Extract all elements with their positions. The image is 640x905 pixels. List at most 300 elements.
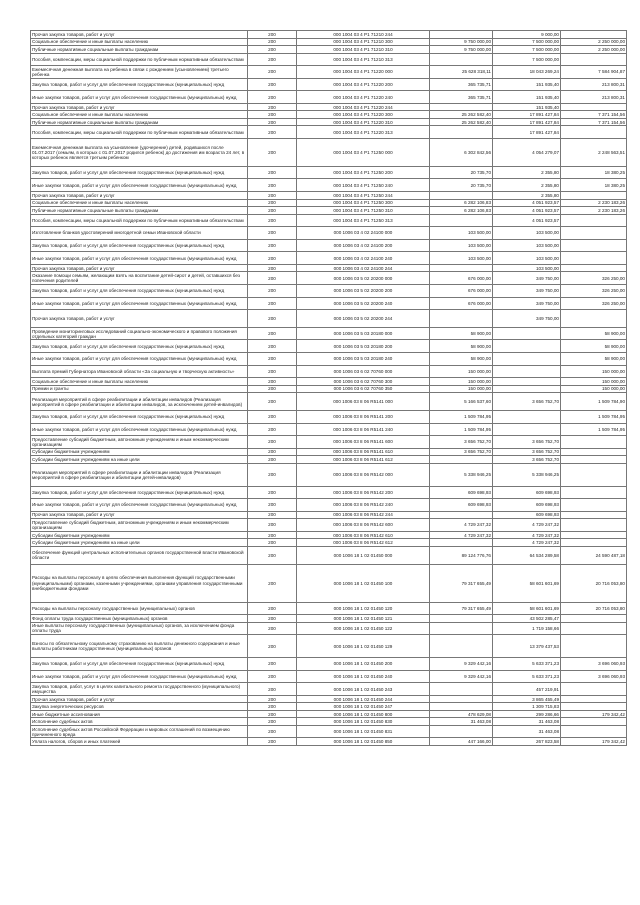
row-remaining-amount: 2 250 000,00 xyxy=(561,38,627,46)
row-executed-amount: 349 750,00 xyxy=(493,310,561,328)
row-remaining-amount: 2 248 563,51 xyxy=(561,138,627,166)
row-remaining-amount: 150 000,00 xyxy=(561,365,627,378)
row-budget-code: 000 1006 03 8 06 R5142 600 xyxy=(297,519,430,532)
table-row xyxy=(31,285,627,298)
row-budget-code: 000 1004 03 4 P1 71250 000 xyxy=(297,138,430,166)
table-row xyxy=(31,486,627,499)
row-budget-code: 000 1006 03 5 02 20200 000 xyxy=(297,272,430,285)
row-budget-code: 000 1006 03 8 06 R5141 200 xyxy=(297,410,430,423)
row-budget-code: 000 1006 03 8 06 R5142 610 xyxy=(297,531,430,539)
row-line-code: 200 xyxy=(248,310,297,328)
row-approved-amount xyxy=(430,622,493,635)
row-name: Исполнение судебных актов xyxy=(31,718,248,726)
row-approved-amount xyxy=(430,456,493,464)
row-budget-code: 000 1006 03 4 02 24100 200 xyxy=(297,239,430,252)
row-budget-code: 000 1006 03 8 06 R5141 610 xyxy=(297,448,430,456)
table-row xyxy=(31,670,627,683)
row-approved-amount: 447 166,00 xyxy=(430,738,493,746)
row-executed-amount xyxy=(493,340,561,353)
row-approved-amount: 25 262 582,40 xyxy=(430,118,493,126)
row-name: Иные закупки товаров, работ и услуг для обеспечения государственных (муниципальных) нужд xyxy=(31,670,248,683)
row-budget-code: 000 1006 18 1 02 01450 830 xyxy=(297,718,430,726)
row-approved-amount xyxy=(430,683,493,696)
table-row xyxy=(31,448,627,456)
row-remaining-amount: 326 250,00 xyxy=(561,297,627,310)
row-budget-code: 000 1006 03 8 06 R5142 000 xyxy=(297,463,430,486)
row-remaining-amount xyxy=(561,635,627,658)
row-name: Субсидии бюджетным учреждениям на иные цели xyxy=(31,539,248,547)
row-name: Реализация мероприятий в сфере реабилитации и абилитации инвалидов (Реализация мероприятий в сфере реабилитации и абилитации детей-инвалидов) xyxy=(31,463,248,486)
row-approved-amount: 6 302 842,56 xyxy=(430,138,493,166)
row-budget-code: 000 1004 03 4 P1 71220 313 xyxy=(297,126,430,139)
table-row xyxy=(31,539,627,547)
row-line-code: 200 xyxy=(248,423,297,436)
row-remaining-amount: 20 716 053,80 xyxy=(561,602,627,615)
row-line-code: 200 xyxy=(248,166,297,179)
row-budget-code: 000 1006 03 6 02 70760 300 xyxy=(297,378,430,386)
row-executed-amount: 9 000,00 xyxy=(493,31,561,39)
row-budget-code: 000 1006 18 1 02 01450 129 xyxy=(297,635,430,658)
table-row xyxy=(31,499,627,512)
row-executed-amount: 299 286,66 xyxy=(493,710,561,718)
row-name: Закупка энергетических ресурсов xyxy=(31,703,248,711)
row-remaining-amount xyxy=(561,239,627,252)
row-approved-amount: 31 463,08 xyxy=(430,718,493,726)
row-approved-amount: 6 282 106,83 xyxy=(430,207,493,215)
table-row xyxy=(31,564,627,602)
row-approved-amount: 9 750 000,00 xyxy=(430,38,493,46)
row-budget-code: 000 1006 18 1 02 01450 247 xyxy=(297,703,430,711)
row-budget-code: 000 1006 03 6 02 70760 350 xyxy=(297,385,430,393)
row-executed-amount: 17 891 427,84 xyxy=(493,126,561,139)
row-approved-amount xyxy=(430,539,493,547)
row-approved-amount: 6 282 106,83 xyxy=(430,199,493,207)
row-budget-code: 000 1006 03 8 06 R5141 240 xyxy=(297,423,430,436)
row-remaining-amount xyxy=(561,683,627,696)
row-name: Расходы на выплаты персоналу в целях обеспечения выполнения функций государственными (муниципальными) органами, казенными учреждениями, органами управления государственными внебюджетными фондами xyxy=(31,564,248,602)
row-approved-amount: 609 698,93 xyxy=(430,486,493,499)
row-remaining-amount: 18 380,25 xyxy=(561,179,627,192)
row-name: Пособия, компенсации, меры социальной поддержки по публичным нормативным обязательствам xyxy=(31,126,248,139)
row-line-code: 200 xyxy=(248,227,297,240)
row-budget-code: 000 1006 03 5 03 20180 000 xyxy=(297,327,430,340)
row-name: Взносы по обязательному социальному страхованию на выплаты денежного содержания и иные выплаты работникам государственных (муниципальных) органов xyxy=(31,635,248,658)
table-row xyxy=(31,103,627,111)
row-name: Проведение мониторинговых исследований социально-экономического и правового положения отдельных категорий граждан xyxy=(31,327,248,340)
row-executed-amount xyxy=(493,385,561,393)
row-name: Социальное обеспечение и иные выплаты населению xyxy=(31,38,248,46)
row-remaining-amount xyxy=(561,227,627,240)
row-line-code: 200 xyxy=(248,385,297,393)
row-name: Публичные нормативные социальные выплаты гражданам xyxy=(31,207,248,215)
row-approved-amount: 9 329 442,16 xyxy=(430,670,493,683)
table-row xyxy=(31,227,627,240)
row-budget-code: 000 1006 03 8 06 R5142 240 xyxy=(297,499,430,512)
row-budget-code: 000 1006 03 5 03 20180 200 xyxy=(297,340,430,353)
table-row xyxy=(31,658,627,671)
row-approved-amount: 5 338 946,25 xyxy=(430,463,493,486)
table-row xyxy=(31,738,627,746)
row-name: Публичные нормативные социальные выплаты гражданам xyxy=(31,46,248,54)
row-line-code: 200 xyxy=(248,718,297,726)
row-budget-code: 000 1004 03 4 P1 71210 300 xyxy=(297,38,430,46)
row-name: Прочая закупка товаров, работ и услуг xyxy=(31,695,248,703)
row-budget-code: 000 1006 18 1 02 01450 240 xyxy=(297,670,430,683)
row-approved-amount xyxy=(430,703,493,711)
row-name: Иные закупки товаров, работ и услуг для обеспечения государственных (муниципальных) нужд xyxy=(31,423,248,436)
row-approved-amount: 103 500,00 xyxy=(430,239,493,252)
row-name: Закупка товаров, работ и услуг для обеспечения государственных (муниципальных) нужд xyxy=(31,486,248,499)
row-approved-amount xyxy=(430,264,493,272)
budget-expenditure-table xyxy=(30,30,627,746)
row-executed-amount: 4 729 247,32 xyxy=(493,539,561,547)
row-budget-code: 000 1006 18 1 02 01450 200 xyxy=(297,658,430,671)
row-approved-amount: 676 000,00 xyxy=(430,297,493,310)
table-row xyxy=(31,710,627,718)
row-executed-amount: 13 379 437,53 xyxy=(493,635,561,658)
row-name: Пособия, компенсации, меры социальной поддержки по публичным нормативным обязательствам xyxy=(31,214,248,227)
row-approved-amount xyxy=(430,310,493,328)
row-approved-amount: 58 900,00 xyxy=(430,353,493,366)
table-row xyxy=(31,310,627,328)
row-remaining-amount xyxy=(561,695,627,703)
row-name: Субсидии бюджетным учреждениям на иные цели xyxy=(31,456,248,464)
table-row xyxy=(31,519,627,532)
table-row xyxy=(31,378,627,386)
row-line-code: 200 xyxy=(248,463,297,486)
row-executed-amount: 3 656 752,70 xyxy=(493,448,561,456)
row-executed-amount: 103 500,00 xyxy=(493,252,561,265)
row-budget-code: 000 1006 03 8 06 R5141 000 xyxy=(297,393,430,411)
row-remaining-amount: 2 230 183,26 xyxy=(561,207,627,215)
row-remaining-amount xyxy=(561,214,627,227)
row-executed-amount: 2 355,80 xyxy=(493,179,561,192)
row-executed-amount: 7 500 000,00 xyxy=(493,53,561,66)
row-remaining-amount xyxy=(561,511,627,519)
table-row xyxy=(31,66,627,79)
row-name: Расходы на выплаты персоналу государственных (муниципальных) органов xyxy=(31,602,248,615)
row-line-code: 200 xyxy=(248,207,297,215)
row-line-code: 200 xyxy=(248,725,297,738)
row-name: Прочая закупка товаров, работ и услуг xyxy=(31,31,248,39)
row-approved-amount xyxy=(430,214,493,227)
row-approved-amount: 9 750 000,00 xyxy=(430,46,493,54)
row-remaining-amount xyxy=(561,539,627,547)
row-line-code: 200 xyxy=(248,658,297,671)
row-approved-amount xyxy=(430,511,493,519)
row-approved-amount: 1 509 784,95 xyxy=(430,410,493,423)
row-name: Премии и гранты xyxy=(31,385,248,393)
row-remaining-amount xyxy=(561,531,627,539)
row-executed-amount: 3 656 752,70 xyxy=(493,436,561,449)
row-executed-amount: 4 729 247,32 xyxy=(493,531,561,539)
row-budget-code: 000 1006 03 5 02 20200 200 xyxy=(297,285,430,298)
row-budget-code: 000 1004 03 4 P1 71250 313 xyxy=(297,214,430,227)
row-approved-amount: 478 629,08 xyxy=(430,710,493,718)
row-remaining-amount xyxy=(561,448,627,456)
row-executed-amount: 103 500,00 xyxy=(493,227,561,240)
table-row xyxy=(31,166,627,179)
row-approved-amount: 1 509 784,95 xyxy=(430,423,493,436)
row-approved-amount xyxy=(430,725,493,738)
row-approved-amount: 89 124 776,76 xyxy=(430,546,493,564)
row-budget-code: 000 1006 18 1 02 01450 120 xyxy=(297,602,430,615)
row-line-code: 200 xyxy=(248,53,297,66)
row-line-code: 200 xyxy=(248,622,297,635)
row-name: Иные закупки товаров, работ и услуг для обеспечения государственных (муниципальных) нужд xyxy=(31,353,248,366)
row-approved-amount: 3 656 752,70 xyxy=(430,436,493,449)
row-remaining-amount: 20 716 053,80 xyxy=(561,564,627,602)
row-name: Социальное обеспечение и иные выплаты населению xyxy=(31,378,248,386)
row-remaining-amount: 179 342,42 xyxy=(561,738,627,746)
row-line-code: 200 xyxy=(248,635,297,658)
row-executed-amount: 609 698,93 xyxy=(493,511,561,519)
table-row xyxy=(31,725,627,738)
row-budget-code: 000 1006 03 4 02 24100 000 xyxy=(297,227,430,240)
row-budget-code: 000 1004 03 4 P1 71250 200 xyxy=(297,166,430,179)
row-approved-amount xyxy=(430,31,493,39)
row-executed-amount: 349 750,00 xyxy=(493,272,561,285)
row-budget-code: 000 1006 03 8 06 R5141 612 xyxy=(297,456,430,464)
row-approved-amount: 103 500,00 xyxy=(430,227,493,240)
table-row xyxy=(31,78,627,91)
row-name: Иные закупки товаров, работ и услуг для обеспечения государственных (муниципальных) нужд xyxy=(31,499,248,512)
table-row xyxy=(31,546,627,564)
row-line-code: 200 xyxy=(248,31,297,39)
row-approved-amount: 150 000,00 xyxy=(430,385,493,393)
row-name: Субсидии бюджетным учреждениям xyxy=(31,531,248,539)
table-row xyxy=(31,239,627,252)
table-row xyxy=(31,297,627,310)
row-name: Социальное обеспечение и иные выплаты населению xyxy=(31,111,248,119)
row-line-code: 200 xyxy=(248,670,297,683)
row-remaining-amount: 326 250,00 xyxy=(561,285,627,298)
table-row xyxy=(31,353,627,366)
row-executed-amount xyxy=(493,353,561,366)
row-line-code: 200 xyxy=(248,111,297,119)
row-executed-amount: 5 338 946,25 xyxy=(493,463,561,486)
table-row xyxy=(31,718,627,726)
row-executed-amount: 31 463,08 xyxy=(493,725,561,738)
row-approved-amount: 58 900,00 xyxy=(430,327,493,340)
row-executed-amount: 267 823,58 xyxy=(493,738,561,746)
row-executed-amount: 4 051 923,57 xyxy=(493,199,561,207)
table-row xyxy=(31,385,627,393)
row-budget-code: 000 1006 03 8 06 R5142 200 xyxy=(297,486,430,499)
row-budget-code: 000 1006 18 1 02 01450 243 xyxy=(297,683,430,696)
row-approved-amount: 58 900,00 xyxy=(430,340,493,353)
row-line-code: 200 xyxy=(248,192,297,200)
row-remaining-amount: 2 250 000,00 xyxy=(561,46,627,54)
table-row xyxy=(31,53,627,66)
row-budget-code: 000 1004 03 4 P1 71220 310 xyxy=(297,118,430,126)
row-budget-code: 000 1006 03 6 02 70760 000 xyxy=(297,365,430,378)
row-executed-amount xyxy=(493,327,561,340)
row-approved-amount: 79 317 655,49 xyxy=(430,602,493,615)
row-approved-amount: 609 698,93 xyxy=(430,499,493,512)
row-approved-amount: 676 000,00 xyxy=(430,285,493,298)
row-line-code: 200 xyxy=(248,602,297,615)
row-executed-amount: 43 502 285,47 xyxy=(493,615,561,623)
row-executed-amount xyxy=(493,410,561,423)
table-row xyxy=(31,118,627,126)
row-remaining-amount xyxy=(561,310,627,328)
row-budget-code: 000 1004 03 4 P1 71250 240 xyxy=(297,179,430,192)
row-line-code: 200 xyxy=(248,327,297,340)
row-executed-amount: 64 534 289,58 xyxy=(493,546,561,564)
row-executed-amount: 3 656 752,70 xyxy=(493,393,561,411)
row-line-code: 200 xyxy=(248,118,297,126)
table-row xyxy=(31,340,627,353)
row-line-code: 200 xyxy=(248,138,297,166)
row-executed-amount: 7 500 000,00 xyxy=(493,38,561,46)
table-row xyxy=(31,511,627,519)
row-budget-code: 000 1006 03 8 06 R5142 244 xyxy=(297,511,430,519)
row-approved-amount: 103 500,00 xyxy=(430,252,493,265)
row-remaining-amount: 1 509 784,95 xyxy=(561,410,627,423)
row-name: Предоставление субсидий бюджетным, автономным учреждениям и иным некоммерческим организациям xyxy=(31,436,248,449)
row-remaining-amount: 3 696 060,93 xyxy=(561,658,627,671)
row-name: Прочая закупка товаров, работ и услуг xyxy=(31,264,248,272)
row-executed-amount: 31 463,08 xyxy=(493,718,561,726)
row-name: Прочая закупка товаров, работ и услуг xyxy=(31,192,248,200)
row-approved-amount: 79 317 655,49 xyxy=(430,564,493,602)
row-executed-amount: 58 601 601,69 xyxy=(493,602,561,615)
row-approved-amount: 20 735,70 xyxy=(430,179,493,192)
row-budget-code: 000 1004 03 4 P1 71250 300 xyxy=(297,199,430,207)
row-remaining-amount xyxy=(561,456,627,464)
row-name: Закупка товаров, работ и услуг для обеспечения государственных (муниципальных) нужд xyxy=(31,658,248,671)
row-remaining-amount xyxy=(561,31,627,39)
row-approved-amount: 150 000,00 xyxy=(430,378,493,386)
table-row xyxy=(31,695,627,703)
row-budget-code: 000 1004 03 4 P1 71220 300 xyxy=(297,111,430,119)
table-row xyxy=(31,602,627,615)
row-line-code: 200 xyxy=(248,546,297,564)
row-budget-code: 000 1006 03 4 02 24100 244 xyxy=(297,264,430,272)
row-line-code: 200 xyxy=(248,297,297,310)
row-executed-amount: 151 935,40 xyxy=(493,103,561,111)
row-remaining-amount: 1 509 784,95 xyxy=(561,423,627,436)
row-name: Закупка товаров, работ, услуг в целях капитального ремонта государственного (муниципального) имущества xyxy=(31,683,248,696)
row-line-code: 200 xyxy=(248,511,297,519)
row-line-code: 200 xyxy=(248,103,297,111)
row-name: Прочая закупка товаров, работ и услуг xyxy=(31,310,248,328)
row-approved-amount xyxy=(430,695,493,703)
row-executed-amount: 609 698,93 xyxy=(493,486,561,499)
row-line-code: 200 xyxy=(248,703,297,711)
row-remaining-amount xyxy=(561,53,627,66)
row-approved-amount: 5 166 537,60 xyxy=(430,393,493,411)
row-executed-amount: 7 500 000,00 xyxy=(493,46,561,54)
row-remaining-amount: 213 800,31 xyxy=(561,91,627,104)
row-budget-code: 000 1004 03 4 P1 71250 244 xyxy=(297,192,430,200)
table-row xyxy=(31,38,627,46)
row-name: Иные выплаты персоналу государственных (муниципальных) органов, за исключением фонда оплаты труда xyxy=(31,622,248,635)
row-approved-amount: 25 628 318,11 xyxy=(430,66,493,79)
row-executed-amount: 2 355,80 xyxy=(493,166,561,179)
row-approved-amount xyxy=(430,192,493,200)
row-line-code: 200 xyxy=(248,199,297,207)
row-line-code: 200 xyxy=(248,615,297,623)
row-line-code: 200 xyxy=(248,340,297,353)
row-executed-amount: 609 698,93 xyxy=(493,499,561,512)
row-line-code: 200 xyxy=(248,365,297,378)
row-remaining-amount xyxy=(561,486,627,499)
row-budget-code: 000 1006 18 1 02 01450 244 xyxy=(297,695,430,703)
row-line-code: 200 xyxy=(248,436,297,449)
row-name: Закупка товаров, работ и услуг для обеспечения государственных (муниципальных) нужд xyxy=(31,285,248,298)
table-row xyxy=(31,46,627,54)
row-name: Прочая закупка товаров, работ и услуг xyxy=(31,103,248,111)
row-executed-amount: 5 633 371,23 xyxy=(493,670,561,683)
row-line-code: 200 xyxy=(248,214,297,227)
row-remaining-amount: 326 250,00 xyxy=(561,272,627,285)
row-name: Ежемесячная денежная выплата на ребенка в связи с рождением (усыновлением) третьего ребенка xyxy=(31,66,248,79)
row-line-code: 200 xyxy=(248,499,297,512)
row-approved-amount: 20 735,70 xyxy=(430,166,493,179)
table-row xyxy=(31,207,627,215)
row-name: Закупка товаров, работ и услуг для обеспечения государственных (муниципальных) нужд xyxy=(31,340,248,353)
row-line-code: 200 xyxy=(248,378,297,386)
row-line-code: 200 xyxy=(248,456,297,464)
row-name: Пособия, компенсации, меры социальной поддержки по публичным нормативным обязательствам xyxy=(31,53,248,66)
row-line-code: 200 xyxy=(248,710,297,718)
row-line-code: 200 xyxy=(248,38,297,46)
row-line-code: 200 xyxy=(248,126,297,139)
row-approved-amount: 9 329 442,16 xyxy=(430,658,493,671)
row-line-code: 200 xyxy=(248,285,297,298)
row-executed-amount: 4 051 923,57 xyxy=(493,214,561,227)
row-remaining-amount xyxy=(561,615,627,623)
row-name: Закупка товаров, работ и услуг для обеспечения государственных (муниципальных) нужд xyxy=(31,78,248,91)
row-approved-amount: 365 735,71 xyxy=(430,78,493,91)
row-name: Предоставление субсидий бюджетным, автономным учреждениям и иным некоммерческим организациям xyxy=(31,519,248,532)
row-executed-amount xyxy=(493,378,561,386)
row-name: Социальное обеспечение и иные выплаты населению xyxy=(31,199,248,207)
row-remaining-amount: 58 900,00 xyxy=(561,353,627,366)
row-remaining-amount xyxy=(561,499,627,512)
row-line-code: 200 xyxy=(248,695,297,703)
row-budget-code: 000 1004 03 4 P1 71220 240 xyxy=(297,91,430,104)
row-approved-amount xyxy=(430,103,493,111)
row-remaining-amount xyxy=(561,252,627,265)
table-row xyxy=(31,126,627,139)
row-name: Прочая закупка товаров, работ и услуг xyxy=(31,511,248,519)
row-remaining-amount: 24 590 487,18 xyxy=(561,546,627,564)
row-executed-amount: 457 219,91 xyxy=(493,683,561,696)
row-budget-code: 000 1006 03 8 06 R5142 612 xyxy=(297,539,430,547)
row-name: Ежемесячная денежная выплата на усыновление (удочерение) детей, родившихся после 01.07.2017 (семьям, в которых с 01.07.2017 родился ребенок) до достижения им возраста 24 лет, в которых ребенок является третьим ребенком xyxy=(31,138,248,166)
row-line-code: 200 xyxy=(248,91,297,104)
row-approved-amount: 676 000,00 xyxy=(430,272,493,285)
row-name: Иные закупки товаров, работ и услуг для обеспечения государственных (муниципальных) нужд xyxy=(31,297,248,310)
row-line-code: 200 xyxy=(248,264,297,272)
row-remaining-amount xyxy=(561,264,627,272)
table-row xyxy=(31,703,627,711)
row-budget-code: 000 1004 03 4 P1 71250 310 xyxy=(297,207,430,215)
row-executed-amount: 349 750,00 xyxy=(493,285,561,298)
table-row xyxy=(31,393,627,411)
table-row xyxy=(31,31,627,39)
table-row xyxy=(31,463,627,486)
row-line-code: 200 xyxy=(248,252,297,265)
row-remaining-amount: 58 900,00 xyxy=(561,340,627,353)
row-budget-code: 000 1004 03 4 P1 71210 244 xyxy=(297,31,430,39)
row-line-code: 200 xyxy=(248,393,297,411)
row-remaining-amount xyxy=(561,519,627,532)
row-executed-amount: 18 043 269,24 xyxy=(493,66,561,79)
